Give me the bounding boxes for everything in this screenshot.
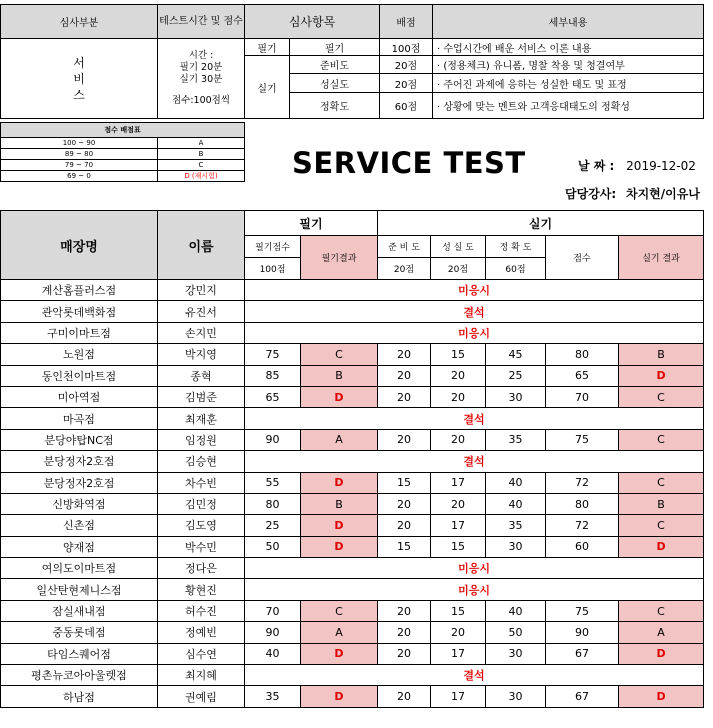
table-row (1, 643, 704, 664)
time-line: 시간 : (188, 50, 214, 61)
written-score-cell: 25 (245, 515, 301, 536)
written-result-cell: D (301, 536, 378, 557)
practical-result-cell: B (619, 493, 704, 514)
criteria-category-cell (1, 39, 158, 119)
store-cell: 동인천이마트점 (1, 365, 158, 386)
status-cell: 미응시 (245, 322, 704, 343)
sincerity-cell: 17 (431, 472, 486, 493)
score-cell: 75 (546, 429, 619, 450)
grade-letter: B (158, 149, 245, 160)
accuracy-max: 60점 (486, 258, 546, 280)
name-cell: 황현진 (158, 579, 245, 600)
sincerity-cell: 17 (431, 643, 486, 664)
sincerity-cell: 15 (431, 536, 486, 557)
accuracy-cell: 30 (486, 386, 546, 407)
name-cell: 김승현 (158, 451, 245, 472)
table-row (1, 408, 704, 429)
practical-result-cell: A (619, 622, 704, 643)
table-row (1, 429, 704, 450)
written-result-cell: D (301, 643, 378, 664)
practical-result-cell: D (619, 686, 704, 707)
table-row (1, 451, 704, 472)
score-cell: 90 (546, 622, 619, 643)
written-result-cell: C (301, 600, 378, 621)
name-cell: 최재훈 (158, 408, 245, 429)
prep-cell: 20 (378, 365, 431, 386)
practical-result-cell: C (619, 600, 704, 621)
grade-letter: D (재시험) (158, 171, 245, 182)
prep-max: 20점 (378, 258, 431, 280)
store-cell: 미아역점 (1, 386, 158, 407)
grade-letter: C (158, 160, 245, 171)
store-cell: 중동롯데점 (1, 622, 158, 643)
practical-result-cell: D (619, 536, 704, 557)
accuracy-cell: 30 (486, 686, 546, 707)
score-cell: 67 (546, 643, 619, 664)
prep-cell: 20 (378, 643, 431, 664)
practical-item-name: 정확도 (290, 93, 380, 119)
table-row (1, 600, 704, 621)
store-cell: 하남점 (1, 686, 158, 707)
accuracy-cell: 35 (486, 429, 546, 450)
score-cell: 72 (546, 515, 619, 536)
table-row (1, 322, 704, 343)
criteria-table (0, 4, 704, 119)
table-row (1, 558, 704, 579)
prep-cell: 20 (378, 622, 431, 643)
written-score-max: 100점 (245, 258, 301, 280)
store-cell: 계산홈플러스점 (1, 280, 158, 301)
name-cell: 정예빈 (158, 622, 245, 643)
practical-item-points: 20점 (380, 74, 433, 93)
table-row (1, 665, 704, 686)
store-cell: 일산탄현제니스점 (1, 579, 158, 600)
table-row (1, 493, 704, 514)
score-cell: 60 (546, 536, 619, 557)
time-line: 실기 30분 (179, 74, 223, 85)
accuracy-cell: 40 (486, 472, 546, 493)
store-cell: 분당정자2호점 (1, 472, 158, 493)
practical-result-cell: B (619, 344, 704, 365)
prep-cell: 20 (378, 386, 431, 407)
table-row (1, 515, 704, 536)
criteria-header-points: 배점 (380, 5, 433, 39)
prep-cell: 20 (378, 429, 431, 450)
name-cell: 임정원 (158, 429, 245, 450)
accuracy-cell: 30 (486, 536, 546, 557)
category-char: 비 (73, 71, 85, 86)
practical-group-header: 실기 (378, 211, 704, 236)
written-result-cell: D (301, 515, 378, 536)
criteria-header-time: 테스트시간 및 점수 (158, 5, 245, 39)
practical-item-detail: · 주어진 과제에 응하는 성실한 태도 및 표정 (433, 74, 704, 93)
table-row (1, 365, 704, 386)
grade-table-title: 점수 배점표 (1, 123, 245, 138)
accuracy-header: 정 확 도 (486, 236, 546, 258)
status-cell: 미응시 (245, 280, 704, 301)
category-char: 서 (73, 55, 85, 70)
date-label: 날 짜 : (578, 159, 615, 173)
written-result-cell: D (301, 386, 378, 407)
written-score-cell: 50 (245, 536, 301, 557)
accuracy-cell: 45 (486, 344, 546, 365)
written-result-cell: A (301, 622, 378, 643)
store-cell: 신촌점 (1, 515, 158, 536)
accuracy-cell: 35 (486, 515, 546, 536)
name-cell: 박수민 (158, 536, 245, 557)
sincerity-cell: 20 (431, 622, 486, 643)
written-score-cell: 65 (245, 386, 301, 407)
accuracy-cell: 40 (486, 600, 546, 621)
results-table (0, 210, 704, 708)
practical-result-cell: C (619, 429, 704, 450)
written-score-cell: 90 (245, 429, 301, 450)
written-result-header: 필기결과 (301, 236, 378, 280)
prep-cell: 20 (378, 686, 431, 707)
written-score-cell: 70 (245, 600, 301, 621)
name-cell: 유진서 (158, 301, 245, 322)
table-row (1, 386, 704, 407)
criteria-header-item: 심사항목 (245, 5, 380, 39)
name-cell: 종혁 (158, 365, 245, 386)
written-result-cell: A (301, 429, 378, 450)
score-cell: 80 (546, 344, 619, 365)
store-cell: 분당정자2호점 (1, 451, 158, 472)
store-cell: 분당야탑NC점 (1, 429, 158, 450)
sincerity-cell: 15 (431, 344, 486, 365)
page-title: SERVICE TEST (292, 146, 526, 180)
grade-range: 79 ~ 70 (1, 160, 158, 171)
score-cell: 72 (546, 472, 619, 493)
sincerity-cell: 15 (431, 600, 486, 621)
written-result-cell: C (301, 344, 378, 365)
practical-result-cell: D (619, 643, 704, 664)
name-cell: 김범준 (158, 386, 245, 407)
store-cell: 신방화역점 (1, 493, 158, 514)
status-cell: 미응시 (245, 579, 704, 600)
time-line: 필기 20분 (179, 62, 223, 73)
practical-result-cell: C (619, 386, 704, 407)
sincerity-cell: 20 (431, 386, 486, 407)
written-result-cell: B (301, 365, 378, 386)
score-cell: 65 (546, 365, 619, 386)
written-score-cell: 55 (245, 472, 301, 493)
written-result-cell: B (301, 493, 378, 514)
name-cell: 정다은 (158, 558, 245, 579)
name-cell: 차수빈 (158, 472, 245, 493)
criteria-header-details: 세부내용 (433, 5, 704, 39)
score-header: 점수 (546, 236, 619, 280)
prep-cell: 15 (378, 536, 431, 557)
prep-cell: 15 (378, 472, 431, 493)
instructor-row (565, 185, 700, 202)
col-name-header: 이름 (158, 211, 245, 280)
name-cell: 김민정 (158, 493, 245, 514)
name-cell: 최지혜 (158, 665, 245, 686)
results-body (1, 280, 704, 708)
instructor-value: 차지현/이유나 (626, 187, 700, 201)
store-cell: 양재점 (1, 536, 158, 557)
grade-table (0, 122, 245, 182)
name-cell: 권예림 (158, 686, 245, 707)
name-cell: 박지영 (158, 344, 245, 365)
date-value: 2019-12-02 (626, 159, 696, 173)
grade-letter: A (158, 138, 245, 149)
practical-group-label: 실기 (245, 56, 290, 119)
practical-result-cell: C (619, 472, 704, 493)
prep-cell: 20 (378, 600, 431, 621)
score-cell: 80 (546, 493, 619, 514)
store-cell: 구미이마트점 (1, 322, 158, 343)
table-row (1, 579, 704, 600)
table-row (1, 472, 704, 493)
accuracy-cell: 25 (486, 365, 546, 386)
sincerity-cell: 20 (431, 365, 486, 386)
practical-item-name: 성실도 (290, 74, 380, 93)
grade-range: 69 ~ 0 (1, 171, 158, 182)
written-group-header: 필기 (245, 211, 378, 236)
written-result-cell: D (301, 472, 378, 493)
status-cell: 결석 (245, 665, 704, 686)
score-cell: 70 (546, 386, 619, 407)
store-cell: 관악롯데백화점 (1, 301, 158, 322)
status-cell: 결석 (245, 408, 704, 429)
score-cell: 67 (546, 686, 619, 707)
practical-result-cell: D (619, 365, 704, 386)
practical-result-header: 실기 결과 (619, 236, 704, 280)
time-line-spacer (158, 86, 244, 95)
table-row (1, 536, 704, 557)
table-row (1, 344, 704, 365)
store-cell: 노원점 (1, 344, 158, 365)
prep-cell: 20 (378, 515, 431, 536)
name-cell: 손지민 (158, 322, 245, 343)
sincerity-cell: 17 (431, 686, 486, 707)
accuracy-cell: 50 (486, 622, 546, 643)
practical-item-detail: · (정용체크) 유니폼, 명찰 착용 및 청결여부 (433, 56, 704, 74)
status-cell: 결석 (245, 451, 704, 472)
score-cell: 75 (546, 600, 619, 621)
date-row (578, 157, 696, 174)
written-item-name: 필기 (290, 39, 380, 56)
prep-cell: 20 (378, 344, 431, 365)
written-result-cell: D (301, 686, 378, 707)
written-score-cell: 35 (245, 686, 301, 707)
sincerity-cell: 17 (431, 515, 486, 536)
store-cell: 평촌뉴코아아울렛점 (1, 665, 158, 686)
sincerity-header: 성 실 도 (431, 236, 486, 258)
written-group-label: 필기 (245, 39, 290, 56)
criteria-time-cell (158, 39, 245, 119)
written-score-cell: 90 (245, 622, 301, 643)
written-item-points: 100점 (380, 39, 433, 56)
practical-result-cell: C (619, 515, 704, 536)
sincerity-cell: 20 (431, 429, 486, 450)
name-cell: 강민지 (158, 280, 245, 301)
accuracy-cell: 30 (486, 643, 546, 664)
store-cell: 타임스퀘어점 (1, 643, 158, 664)
grade-range: 100 ~ 90 (1, 138, 158, 149)
name-cell: 심수연 (158, 643, 245, 664)
store-cell: 잠실새내점 (1, 600, 158, 621)
grade-range: 89 ~ 80 (1, 149, 158, 160)
practical-item-points: 60점 (380, 93, 433, 119)
category-char: 스 (73, 87, 85, 102)
criteria-header-category: 심사부분 (1, 5, 158, 39)
accuracy-cell: 40 (486, 493, 546, 514)
prep-header: 준 비 도 (378, 236, 431, 258)
status-cell: 결석 (245, 301, 704, 322)
table-row (1, 622, 704, 643)
table-row (1, 280, 704, 301)
prep-cell: 20 (378, 493, 431, 514)
practical-item-points: 20점 (380, 56, 433, 74)
sincerity-max: 20점 (431, 258, 486, 280)
practical-item-name: 준비도 (290, 56, 380, 74)
table-row (1, 301, 704, 322)
time-line: 점수:100점씩 (171, 95, 231, 106)
written-score-cell: 75 (245, 344, 301, 365)
store-cell: 마곡점 (1, 408, 158, 429)
name-cell: 김도영 (158, 515, 245, 536)
instructor-label: 담당강사: (565, 187, 617, 201)
sincerity-cell: 20 (431, 493, 486, 514)
name-cell: 허수진 (158, 600, 245, 621)
written-score-cell: 85 (245, 365, 301, 386)
table-row (1, 686, 704, 707)
store-cell: 여의도이마트점 (1, 558, 158, 579)
written-score-cell: 40 (245, 643, 301, 664)
written-score-header: 필기점수 (245, 236, 301, 258)
status-cell: 미응시 (245, 558, 704, 579)
practical-item-detail: · 상황에 맞는 멘트와 고객응대태도의 정확성 (433, 93, 704, 119)
col-store-header: 매장명 (1, 211, 158, 280)
written-item-detail: · 수업시간에 배운 서비스 이론 내용 (433, 39, 704, 56)
written-score-cell: 80 (245, 493, 301, 514)
